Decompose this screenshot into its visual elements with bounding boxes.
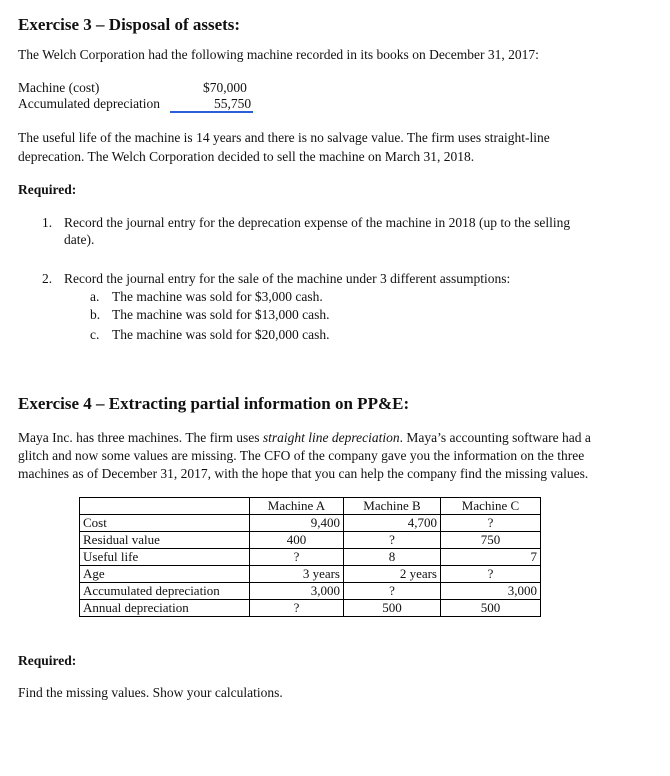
table-row [80,583,541,600]
cell: ? [344,532,441,549]
sub-c-letter: c. [90,327,100,342]
cell: 3 years [250,566,344,583]
q1-number: 1. [42,215,53,230]
table-row [80,549,541,566]
header-machine-c: Machine C [441,498,541,515]
ex3-intro: The Welch Corporation had the following machine recorded in its books on December 31, 2017: [18,47,539,62]
sub-a-text: The machine was sold for $3,000 cash. [112,289,323,304]
cell: 4,700 [344,515,441,532]
ex4-para-1 [18,430,591,446]
cell: 750 [441,532,541,549]
row-label: Useful life [80,549,250,566]
ex4-required: Required: [18,653,77,668]
exercise-4-title: Exercise 4 – Extracting partial information on PP&E: [18,394,410,413]
row-label: Residual value [80,532,250,549]
table-header-row [80,498,541,515]
accum-dep-value: 55,750 [214,96,252,111]
row-label: Age [80,566,250,583]
machines-table [79,497,541,617]
p1-a: Maya Inc. has three machines. The firm uses [18,430,263,445]
sub-b-text: The machine was sold for $13,000 cash. [112,307,330,322]
table-row [80,515,541,532]
cell: ? [344,583,441,600]
cell: 500 [344,600,441,617]
cell: 2 years [344,566,441,583]
cell: 3,000 [250,583,344,600]
row-label: Annual depreciation [80,600,250,617]
cell: 3,000 [441,583,541,600]
table-row [80,566,541,583]
q2-number: 2. [42,271,53,286]
header-machine-b: Machine B [344,498,441,515]
machine-cost-value: $70,000 [203,80,247,95]
sub-a-letter: a. [90,289,100,304]
row-label: Cost [80,515,250,532]
cell: ? [441,566,541,583]
cell: 500 [441,600,541,617]
machine-cost-label: Machine (cost) [18,80,100,95]
sub-b-letter: b. [90,307,101,322]
cell: 400 [250,532,344,549]
cell: ? [250,600,344,617]
cell: 9,400 [250,515,344,532]
header-empty [80,498,250,515]
p1-b: . Maya’s accounting software had a [399,430,591,445]
ex3-para-2: deprecation. The Welch Corporation decided to sell the machine on March 31, 2018. [18,149,475,164]
header-machine-a: Machine A [250,498,344,515]
cell: 7 [441,549,541,566]
p1-italic: straight line depreciation [262,430,400,445]
ex4-para-3: machines as of December 31, 2017, with the hope that you can help the company find the missing values. [18,466,589,481]
accum-dep-label: Accumulated depreciation [18,96,161,111]
ex3-required: Required: [18,182,77,197]
row-label: Accumulated depreciation [80,583,250,600]
ex3-para-1: The useful life of the machine is 14 years and there is no salvage value. The firm uses straight-line [18,130,550,145]
cell: 8 [344,549,441,566]
cell: ? [250,549,344,566]
sub-c-text: The machine was sold for $20,000 cash. [112,327,330,342]
underline [170,111,253,113]
q2-text: Record the journal entry for the sale of the machine under 3 different assumptions: [64,271,511,286]
cell: ? [441,515,541,532]
q1-text-1: Record the journal entry for the deprecation expense of the machine in 2018 (up to the selling [64,215,571,230]
ex4-task: Find the missing values. Show your calculations. [18,685,283,700]
exercise-3-title: Exercise 3 – Disposal of assets: [18,15,241,34]
table-row [80,532,541,549]
ex4-para-2: glitch and now some values are missing. The CFO of the company gave you the information on the three [18,448,585,463]
table-row [80,600,541,617]
q1-text-2: date). [64,232,95,247]
